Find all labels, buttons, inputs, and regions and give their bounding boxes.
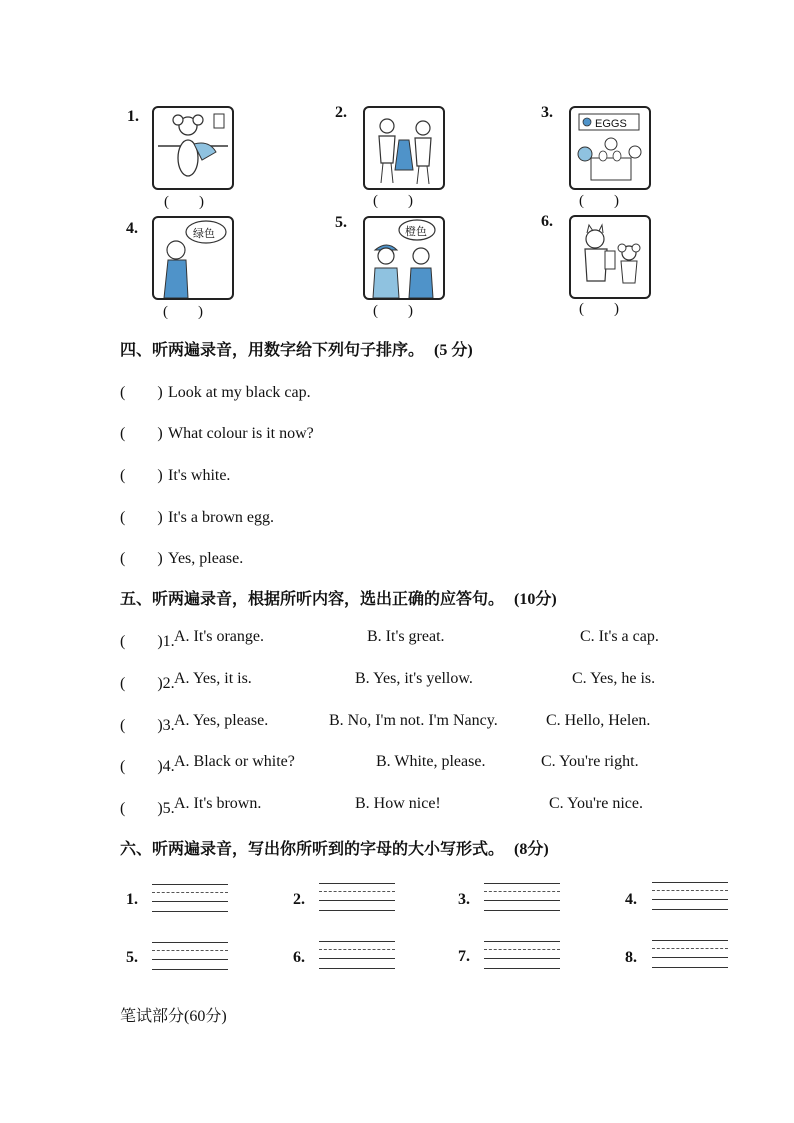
- picture-item-2: [335, 104, 485, 214]
- answer-bracket: ( ): [163, 304, 203, 320]
- picture-item-3: [541, 104, 691, 214]
- list-item: [120, 462, 230, 485]
- list-item: [120, 379, 311, 402]
- girls-with-dress-icon: [363, 106, 445, 190]
- option-a: A. Yes, it is.: [174, 670, 252, 687]
- sentence-text: What colour is it now?: [168, 425, 314, 442]
- writing-lines: [319, 941, 395, 975]
- answer-bracket: ( ): [373, 303, 413, 319]
- section-title-text: 五、听两遍录音，根据所听内容，选出正确的应答句。: [120, 589, 505, 608]
- sentence-text: It's white.: [168, 467, 231, 484]
- picture-number: 4.: [126, 220, 138, 237]
- girl-boy-speech-icon: [363, 216, 445, 300]
- option-b: B. No, I'm not. I'm Nancy.: [329, 712, 498, 729]
- writing-lines: [484, 883, 560, 917]
- bubble-text: 橙色: [405, 225, 427, 238]
- answer-bracket: ( )5.: [120, 800, 175, 817]
- picture-number: 1.: [127, 108, 139, 125]
- section-4-title: [120, 337, 473, 360]
- writing-lines: [484, 941, 560, 975]
- option-b: B. Yes, it's yellow.: [355, 670, 473, 687]
- girl-speech-icon: [152, 216, 234, 300]
- list-item: [120, 545, 243, 568]
- mouse-with-dress-icon: [152, 106, 234, 190]
- option-b: B. How nice!: [355, 795, 441, 812]
- option-a: A. It's orange.: [174, 628, 264, 645]
- cat-mouse-icon: [569, 215, 651, 299]
- answer-bracket: ( ): [120, 384, 163, 401]
- answer-bracket: ( ): [579, 193, 619, 209]
- letter-number: 7.: [458, 948, 470, 965]
- written-part-points: (60分): [184, 1008, 227, 1025]
- letter-number: 8.: [625, 949, 637, 966]
- answer-bracket: ( ): [373, 193, 413, 209]
- option-b: B. It's great.: [367, 628, 445, 645]
- picture-item-5: [335, 214, 485, 324]
- answer-bracket: ( ): [120, 425, 163, 442]
- letter-number: 2.: [293, 891, 305, 908]
- picture-number: 2.: [335, 104, 347, 121]
- picture-item-6: [541, 213, 691, 323]
- option-c: C. You're nice.: [549, 795, 643, 812]
- section-6-title: [120, 836, 549, 859]
- eggs-shop-icon: [569, 106, 651, 190]
- sentence-text: It's a brown egg.: [168, 509, 274, 526]
- answer-bracket: ( )2.: [120, 675, 175, 692]
- answer-bracket: ( )1.: [120, 633, 175, 650]
- answer-bracket: ( ): [120, 467, 163, 484]
- letter-number: 3.: [458, 891, 470, 908]
- option-a: A. Black or white?: [174, 753, 295, 770]
- answer-bracket: ( ): [164, 194, 204, 210]
- writing-lines: [652, 940, 728, 974]
- section-points: (5 分): [434, 342, 473, 359]
- answer-bracket: ( )4.: [120, 758, 175, 775]
- picture-number: 5.: [335, 214, 347, 231]
- letter-number: 5.: [126, 949, 138, 966]
- section-title-text: 六、听两遍录音，写出你所听到的字母的大小写形式。: [120, 839, 505, 858]
- option-a: A. Yes, please.: [174, 712, 269, 729]
- answer-bracket: ( )3.: [120, 717, 175, 734]
- writing-lines: [152, 942, 228, 976]
- section-5-title: [120, 586, 557, 609]
- answer-bracket: ( ): [579, 301, 619, 317]
- section-points: (10分): [514, 591, 557, 608]
- writing-lines: [652, 882, 728, 916]
- section-title-text: 四、听两遍录音，用数字给下列句子排序。: [120, 340, 425, 359]
- writing-lines: [319, 883, 395, 917]
- picture-item-1: [127, 106, 277, 216]
- option-c: C. Hello, Helen.: [546, 712, 651, 729]
- list-item: [120, 504, 274, 527]
- bubble-text: 绿色: [193, 227, 215, 240]
- answer-bracket: ( ): [120, 509, 163, 526]
- option-c: C. Yes, he is.: [572, 670, 656, 687]
- list-item: [120, 420, 314, 443]
- picture-item-4: [126, 216, 276, 326]
- picture-number: 3.: [541, 104, 553, 121]
- written-part-label: 笔试部分: [120, 1006, 185, 1025]
- picture-number: 6.: [541, 213, 553, 230]
- sentence-text: Look at my black cap.: [168, 384, 311, 401]
- eggs-sign-text: EGGS: [595, 118, 627, 130]
- written-part-heading: [120, 1003, 227, 1026]
- letter-number: 1.: [126, 891, 138, 908]
- answer-bracket: ( ): [120, 550, 163, 567]
- option-c: C. You're right.: [541, 753, 639, 770]
- section-points: (8分): [514, 841, 549, 858]
- writing-lines: [152, 884, 228, 918]
- letter-number: 4.: [625, 891, 637, 908]
- option-b: B. White, please.: [376, 753, 486, 770]
- option-a: A. It's brown.: [174, 795, 262, 812]
- letter-number: 6.: [293, 949, 305, 966]
- sentence-text: Yes, please.: [168, 550, 244, 567]
- option-c: C. It's a cap.: [580, 628, 659, 645]
